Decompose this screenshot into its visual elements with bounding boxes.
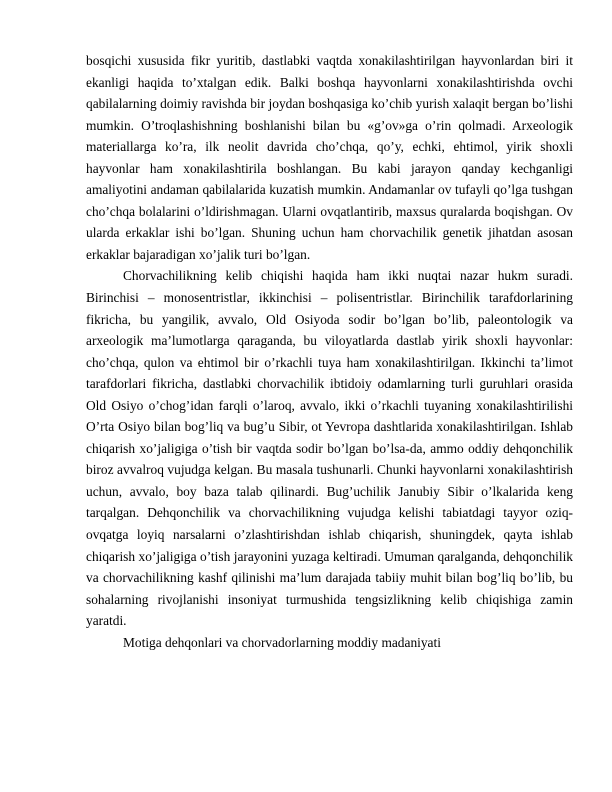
paragraph-origins-of-herding: Chorvachilikning kelib chiqishi haqida ham ikki nuqtai nazar hukm suradi. Birinchisi – monosentristlar, ikkinchisi – polisentristlar. Birinchilik tarafdorlarining fikricha, bu yangilik, avvalo, Old Osiyoda sodir bo’lgan bo’lib, paleontologik va arxeologik ma’lumotlarga qaraganda, bu viloyatlarda dastlab yirik shoxli hayvonlar: cho’chqa, qulon va ehtimol bir o’rkachli tuya ham xonakilashtirilgan. Ikkinchi ta’limot tarafdorlari fikricha, dastlabki chorvachilik ibtidoiy odamlarning turli guruhlari orasida Old Osiyo o’chog’idan farqli o’laroq, avvalo, ikki o’rkachli tuyaning xonakilashtirilishi O’rta Osiyo bilan bog’liq va bug’u Sibir, ot Yevropa dashtlarida xonakilashtirilgan. Ishlab chiqarish xo’jaligiga o’tish bir vaqtda sodir bo’lgan bo’lsa-da, ammo oddiy dehqonchilik biroz avvalroq vujudga kelgan. Bu masala tushunarli. Chunki hayvonlarni xonakilashtirish uchun, avvalo, boy baza talab qilinardi. Bug’uchilik Janubiy Sibir o’lkalarida keng tarqalgan. Dehqonchilik va chorvachilikning vujudga kelishi tabiatdagi tayyor oziq-ovqatga loyiq narsalarni o’zlashtirishdan ishlab chiqarish, shuningdek, qayta ishlab chiqarish xo’jaligiga o’tish jarayonini yuzaga keltiradi. Umuman qaralganda, dehqonchilik va chorvachilikning kashf qilinishi ma’lum darajada tabiiy muhit bilan bog’liq bo’lib, bu sohalarning rivojlanishi insoniyat turmushida tengsizlikning kelib chiqishiga zamin yaratdi.: [86, 268, 573, 629]
paragraph-domestication: bosqichi xususida fikr yuritib, dastlabki vaqtda xonakilashtirilgan hayvonlardan biri it ekanligi haqida to’xtalgan edik. Balki boshqa hayvonlarni xonakilashtirishda ovchi qabilalarning doimiy ravishda bir joydan boshqasiga ko’chib yurish xalaqit bergan bo’lishi mumkin. O’troqlashishning boshlanishi bilan bu «g’ov»ga o’rin qolmadi. Arxeologik materiallarga ko’ra, ilk neolit davrida cho’chqa, qo’y, echki, ehtimol, yirik shoxli hayvonlar ham xonakilashtirila boshlangan. Bu kabi jarayon qanday kechganligi amaliyotini andaman qabilalarida kuzatish mumkin. Andamanlar ov tufayli qo’lga tushgan cho’chqa bolalarini o’ldirishmagan. Ularni ovqatlantirib, maxsus quralarda boqishgan. Ov ularda erkaklar ishi bo’lgan. Shuning uchun ham chorvachilik genetik jihatdan asosan erkaklar bajaradigan xo’jalik turi bo’lgan.: [86, 53, 573, 262]
section-heading: Motiga dehqonlari va chorvadorlarning moddiy madaniyati: [123, 634, 441, 650]
document-page: [86, 50, 573, 653]
